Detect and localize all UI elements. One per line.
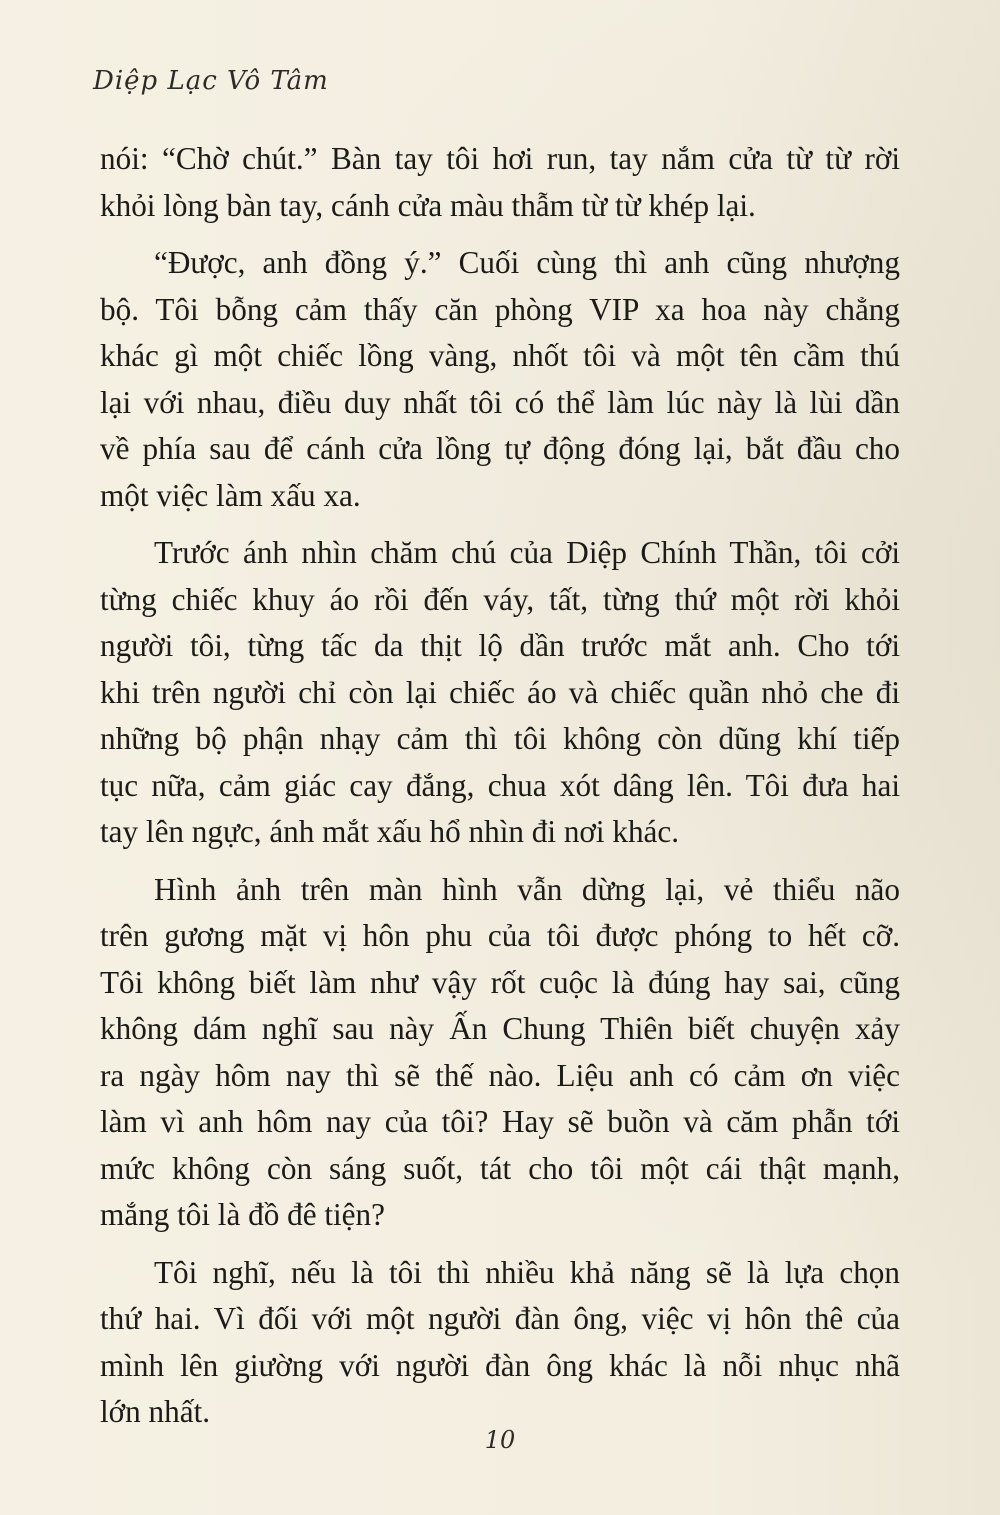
text-line: tục nữa, cảm giác cay đắng, chua xót dâng lên. Tôi đưa hai bbox=[100, 767, 900, 803]
text-line: thứ hai. Vì đối với một người đàn ông, việc vị hôn thê của bbox=[100, 1301, 900, 1336]
text-line: trên gương mặt vị hôn phu của tôi được phóng to hết cỡ. bbox=[100, 918, 900, 953]
text-line: một việc làm xấu xa. bbox=[100, 477, 361, 513]
text-line: khỏi lòng bàn tay, cánh cửa màu thẫm từ từ khép lại. bbox=[100, 187, 756, 223]
text-line: về phía sau để cánh cửa lồng tự động đóng lại, bắt đầu cho bbox=[100, 431, 900, 466]
text-line: mức không còn sáng suốt, tát cho tôi một cái thật mạnh, bbox=[100, 1150, 900, 1186]
text-line: bộ. Tôi bỗng cảm thấy căn phòng VIP xa hoa này chẳng bbox=[100, 291, 900, 327]
text-line: những bộ phận nhạy cảm thì tôi không còn dũng khí tiếp bbox=[100, 721, 900, 756]
text-line: từng chiếc khuy áo rồi đến váy, tất, từng thứ một rời khỏi bbox=[100, 581, 900, 617]
paragraph bbox=[100, 240, 900, 519]
text-line: mắng tôi là đồ đê tiện? bbox=[100, 1197, 385, 1232]
text-line: khi trên người chỉ còn lại chiếc áo và chiếc quần nhỏ che đi bbox=[100, 674, 900, 710]
page-number: 10 bbox=[484, 1426, 516, 1454]
text-line: Tôi nghĩ, nếu là tôi thì nhiều khả năng sẽ là lựa chọn bbox=[154, 1254, 900, 1290]
text-line: tay lên ngực, ánh mắt xấu hổ nhìn đi nơi khác. bbox=[100, 814, 680, 849]
text-line: lớn nhất. bbox=[100, 1394, 211, 1429]
text-line: Hình ảnh trên màn hình vẫn dừng lại, vẻ thiểu não bbox=[154, 871, 900, 907]
text-line: Trước ánh nhìn chăm chú của Diệp Chính Thần, tôi cởi bbox=[154, 535, 900, 570]
text-line: khác gì một chiếc lồng vàng, nhốt tôi và một tên cầm thú bbox=[100, 338, 900, 373]
text-line: nói: “Chờ chút.” Bàn tay tôi hơi run, tay nắm cửa từ từ rời bbox=[100, 141, 900, 176]
text-line: người tôi, từng tấc da thịt lộ dần trước mắt anh. Cho tới bbox=[100, 628, 900, 663]
paragraph bbox=[100, 136, 900, 229]
body-text bbox=[100, 136, 900, 1436]
running-header-title: Diệp Lạc Vô Tâm bbox=[93, 66, 329, 96]
text-line: Tôi không biết làm như vậy rốt cuộc là đúng hay sai, cũng bbox=[100, 964, 900, 1000]
text-line: làm vì anh hôm nay của tôi? Hay sẽ buồn và căm phẫn tới bbox=[100, 1104, 900, 1139]
text-line: lại với nhau, điều duy nhất tôi có thể làm lúc này là lùi dần bbox=[100, 384, 900, 420]
text-line: “Được, anh đồng ý.” Cuối cùng thì anh cũng nhượng bbox=[154, 245, 900, 280]
text-line: ra ngày hôm nay thì sẽ thế nào. Liệu anh có cảm ơn việc bbox=[100, 1057, 900, 1093]
paragraph bbox=[100, 867, 900, 1239]
text-line: không dám nghĩ sau này Ấn Chung Thiên biết chuyện xảy bbox=[100, 1011, 900, 1046]
paragraph bbox=[100, 1250, 900, 1436]
text-line: mình lên giường với người đàn ông khác là nỗi nhục nhã bbox=[100, 1347, 900, 1383]
paragraph bbox=[100, 530, 900, 856]
